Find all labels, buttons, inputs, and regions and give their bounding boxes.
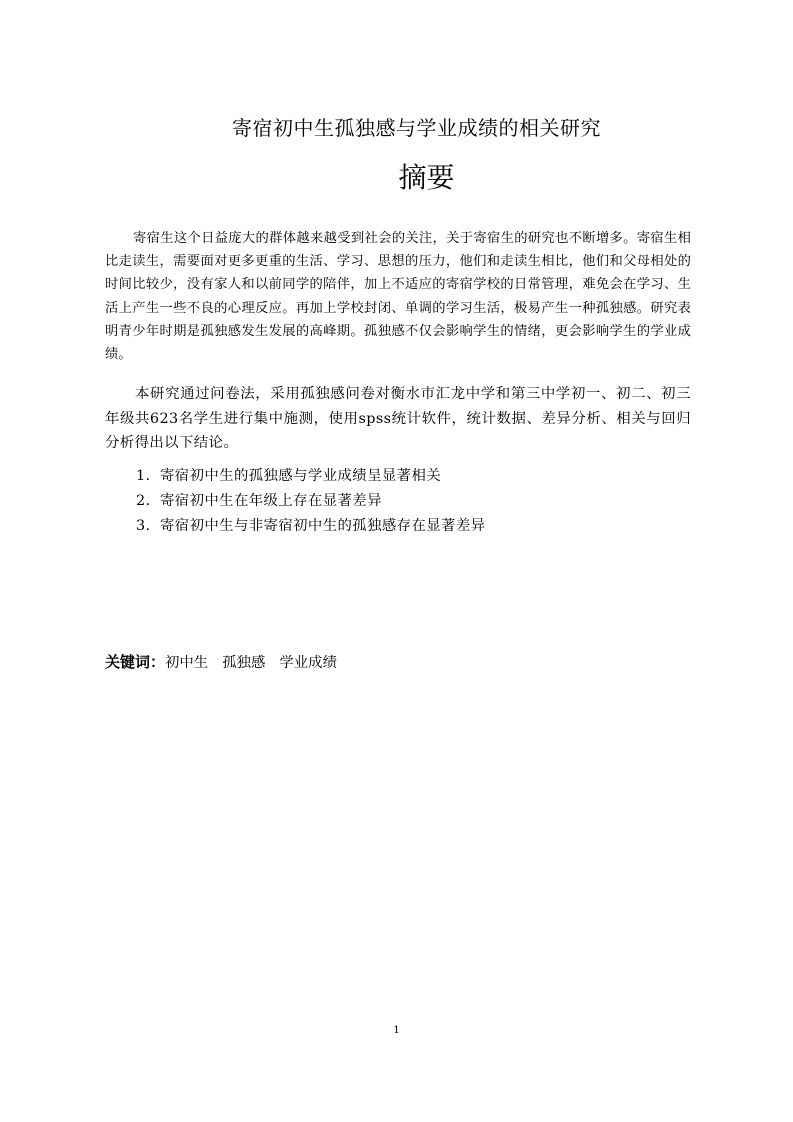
list-item	[136, 489, 485, 514]
list-item-text: 寄宿初中生的孤独感与学业成绩呈显著相关	[160, 468, 442, 484]
document-title: 寄宿初中生孤独感与学业成绩的相关研究	[232, 116, 601, 140]
list-item	[136, 514, 485, 539]
list-item-text: 寄宿初中生在年级上存在显著差异	[160, 493, 382, 509]
conclusions-list	[136, 464, 485, 539]
abstract-paragraph-2: 本研究通过问卷法，采用孤独感问卷对衡水市汇龙中学和第三中学初一、初二、初三年级共623名学生进行集中施测，使用spss统计软件，统计数据、差异分析、相关与回归分析得出以下结论。	[105, 386, 691, 451]
keyword: 学业成绩	[279, 655, 337, 671]
list-item-number: 1.	[136, 468, 151, 484]
abstract-paragraph-1: 寄宿生这个日益庞大的群体越来越受到社会的关注，关于寄宿生的研究也不断增多。寄宿生相比走读生，需要面对更多更重的生活、学习、思想的压力，他们和走读生相比，他们和父母相处的时间比较少，没有家人和以前同学的陪伴，加上不适应的寄宿学校的日常管理，难免会在学习、生活上产生一些不良的心理反应。再加上学校封闭、单调的学习生活，极易产生一种孤独感。研究表明青少年时期是孤独感发生发展的高峰期。孤独感不仅会影响学生的情绪，更会影响学生的学业成绩。	[105, 231, 691, 363]
keyword: 初中生	[165, 655, 209, 671]
list-item-number: 3.	[136, 518, 151, 534]
abstract-heading: 摘要	[398, 161, 455, 194]
keywords-label: 关键词：	[105, 653, 166, 671]
list-item	[136, 464, 485, 489]
list-item-number: 2.	[136, 493, 151, 509]
page-number: 1	[393, 1025, 400, 1036]
keywords-line	[105, 650, 351, 675]
keyword: 孤独感	[222, 655, 266, 671]
list-item-text: 寄宿初中生与非寄宿初中生的孤独感存在显著差异	[160, 518, 486, 534]
